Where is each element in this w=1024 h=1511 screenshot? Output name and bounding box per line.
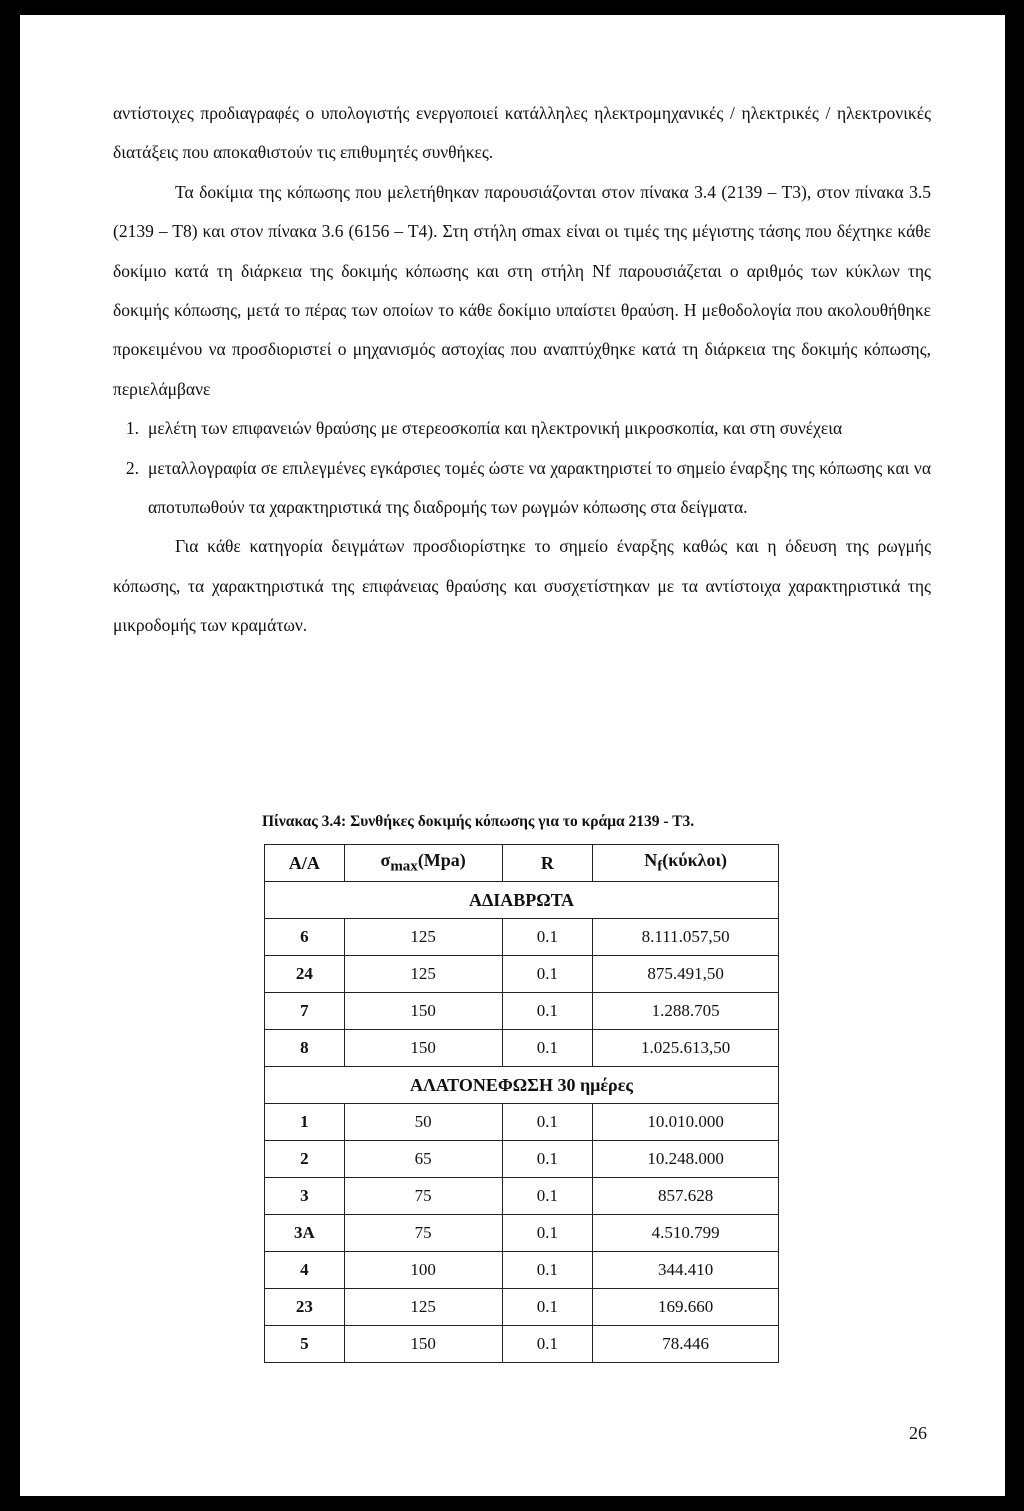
- table-row: [265, 1030, 779, 1067]
- cell-sigma-max: 65: [344, 1141, 502, 1178]
- cell-nf: 78.446: [593, 1326, 779, 1363]
- table-row: [265, 1215, 779, 1252]
- cell-aa: 8: [265, 1030, 345, 1067]
- list-number: 2.: [125, 457, 139, 478]
- cell-sigma-max: 125: [344, 956, 502, 993]
- group-label: ΑΛΑΤΟΝΕΦΩΣΗ 30 ημέρες: [265, 1067, 779, 1104]
- table-row: [265, 1289, 779, 1326]
- cell-nf: 4.510.799: [593, 1215, 779, 1252]
- cell-nf: 169.660: [593, 1289, 779, 1326]
- cell-r: 0.1: [502, 1215, 593, 1252]
- paragraph: Για κάθε κατηγορία δειγμάτων προσδιορίστηκε το σημείο έναρξης καθώς και η όδευση της ρωγμής κόπωσης, τα χαρακτηριστικά της επιφάνειας θραύσης και συσχετίστηκαν με τα αντίστοιχα χαρακτηριστικά της μικροδομής των κραμάτων.: [113, 536, 931, 636]
- list-number: 1.: [125, 418, 139, 439]
- sigma-subscript: max: [390, 858, 418, 875]
- group-label: ΑΔΙΑΒΡΩΤΑ: [265, 882, 779, 919]
- cell-aa: 3Α: [265, 1215, 345, 1252]
- cell-nf: 10.010.000: [593, 1104, 779, 1141]
- cell-sigma-max: 50: [344, 1104, 502, 1141]
- cell-r: 0.1: [502, 919, 593, 956]
- cell-aa: 5: [265, 1326, 345, 1363]
- paragraph: αντίστοιχες προδιαγραφές ο υπολογιστής ενεργοποιεί κατάλληλες ηλεκτρομηχανικές / ηλεκτρικές / ηλεκτρονικές διατάξεις που αποκαθιστούν τις επιθυμητές συνθήκες.: [113, 103, 931, 163]
- cell-nf: 875.491,50: [593, 956, 779, 993]
- table-row: [265, 956, 779, 993]
- list-text: μελέτη των επιφανειών θραύσης με στερεοσκοπία και ηλεκτρονική μικροσκοπία, και στη συνέχεια: [148, 418, 843, 439]
- cell-aa: 3: [265, 1178, 345, 1215]
- cell-aa: 6: [265, 919, 345, 956]
- header-sigma-max: [344, 845, 502, 882]
- paragraph: Τα δοκίμια της κόπωσης που μελετήθηκαν παρουσιάζονται στον πίνακα 3.4 (2139 – Τ3), στον πίνακα 3.5 (2139 – Τ8) και στον πίνακα 3.6 (6156 – Τ4). Στη στήλη σmax είναι οι τιμές της μέγιστης τάσης που δέχτηκε κάθε δοκίμιο κατά τη διάρκεια της δοκιμής κόπωσης και στη στήλη Nf παρουσιάζεται ο αριθμός των κύκλων της δοκιμής κόπωσης, μετά το πέρας των οποίων το κάθε δοκίμιο υπαίστει θραύση. Η μεθοδολογία που ακολουθήθηκε προκειμένου να προσδιοριστεί ο μηχανισμός αστοχίας που αναπτύχθηκε κατά τη διάρκεια της δοκιμής κόπωσης, περιελάμβανε: [113, 181, 931, 399]
- table-row: [265, 1178, 779, 1215]
- table-caption: Πίνακας 3.4: Συνθήκες δοκιμής κόπωσης για το κράμα 2139 - Τ3.: [262, 813, 695, 830]
- cell-sigma-max: 150: [344, 1030, 502, 1067]
- sigma-symbol: σ: [380, 850, 391, 871]
- nf-unit: (κύκλοι): [662, 850, 728, 871]
- cell-nf: 344.410: [593, 1252, 779, 1289]
- cell-r: 0.1: [502, 1104, 593, 1141]
- list-item: [113, 449, 931, 528]
- cell-nf: 1.288.705: [593, 993, 779, 1030]
- cell-sigma-max: 75: [344, 1178, 502, 1215]
- group-row: [265, 882, 779, 919]
- nf-symbol: N: [644, 850, 658, 871]
- cell-r: 0.1: [502, 1326, 593, 1363]
- fatigue-conditions-table: [264, 844, 779, 1363]
- cell-r: 0.1: [502, 1030, 593, 1067]
- sigma-unit: (Mpa): [417, 850, 466, 871]
- cell-r: 0.1: [502, 956, 593, 993]
- cell-nf: 10.248.000: [593, 1141, 779, 1178]
- cell-aa: 23: [265, 1289, 345, 1326]
- cell-aa: 24: [265, 956, 345, 993]
- cell-nf: 8.111.057,50: [593, 919, 779, 956]
- table-row: [265, 1104, 779, 1141]
- table-row: [265, 1141, 779, 1178]
- table-row: [265, 993, 779, 1030]
- cell-r: 0.1: [502, 1289, 593, 1326]
- nf-subscript: f: [657, 858, 663, 875]
- page-number: 26: [909, 1423, 927, 1443]
- table-row: [265, 1252, 779, 1289]
- group-row: [265, 1067, 779, 1104]
- cell-sigma-max: 75: [344, 1215, 502, 1252]
- cell-nf: 857.628: [593, 1178, 779, 1215]
- document-page: [20, 15, 1005, 1496]
- cell-sigma-max: 125: [344, 919, 502, 956]
- header-r: R: [502, 845, 593, 882]
- cell-sigma-max: 100: [344, 1252, 502, 1289]
- header-nf: [593, 845, 779, 882]
- cell-r: 0.1: [502, 993, 593, 1030]
- cell-aa: 7: [265, 993, 345, 1030]
- cell-r: 0.1: [502, 1178, 593, 1215]
- cell-sigma-max: 125: [344, 1289, 502, 1326]
- table-header-row: [265, 845, 779, 882]
- body-text: [113, 94, 931, 646]
- cell-r: 0.1: [502, 1141, 593, 1178]
- cell-aa: 4: [265, 1252, 345, 1289]
- cell-nf: 1.025.613,50: [593, 1030, 779, 1067]
- list-item: [113, 409, 931, 448]
- table-row: [265, 1326, 779, 1363]
- cell-r: 0.1: [502, 1252, 593, 1289]
- table-row: [265, 919, 779, 956]
- header-aa: Α/Α: [265, 845, 345, 882]
- cell-sigma-max: 150: [344, 993, 502, 1030]
- table-body: [265, 882, 779, 1363]
- cell-aa: 2: [265, 1141, 345, 1178]
- cell-aa: 1: [265, 1104, 345, 1141]
- cell-sigma-max: 150: [344, 1326, 502, 1363]
- list-text: μεταλλογραφία σε επιλεγμένες εγκάρσιες τομές ώστε να χαρακτηριστεί το σημείο έναρξης της κόπωσης και να αποτυπωθούν τα χαρακτηριστικά της διαδρομής των ρωγμών κόπωσης στα δείγματα.: [148, 457, 931, 518]
